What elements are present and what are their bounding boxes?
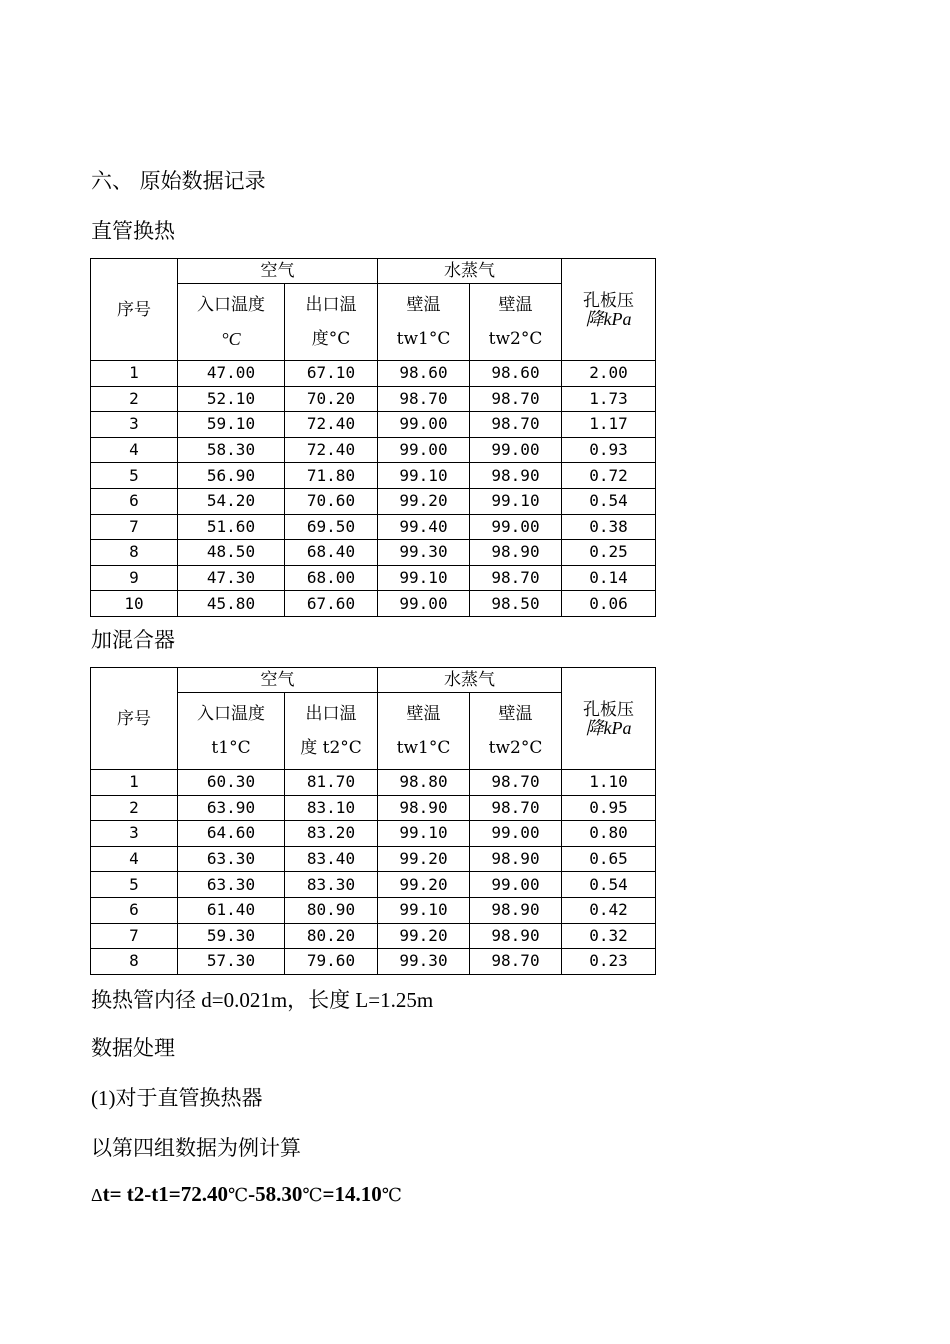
pressure-drop-cell: 2.00 <box>562 361 656 387</box>
formula-part-3: =14.10 <box>322 1182 382 1206</box>
outlet-temp-cell: 70.20 <box>285 386 378 412</box>
table-row <box>91 897 656 923</box>
outlet-temp-cell: 83.30 <box>285 872 378 898</box>
outlet-temp-cell: 67.10 <box>285 361 378 387</box>
outlet-temp-cell: 68.40 <box>285 540 378 566</box>
pressure-drop-cell: 0.65 <box>562 846 656 872</box>
index-cell: 5 <box>91 872 178 898</box>
section-heading: 六、 原始数据记录 <box>91 169 266 193</box>
wall-temp-1-cell: 99.20 <box>378 488 470 514</box>
wall-temp-1-cell: 99.10 <box>378 463 470 489</box>
wall-temp-2-cell: 98.70 <box>470 949 562 975</box>
wall-temp-1-cell: 98.80 <box>378 770 470 796</box>
header-wall-temp-2-line2: tw2°C <box>488 738 543 758</box>
straight-tube-table <box>90 258 656 617</box>
outlet-temp-cell: 83.20 <box>285 821 378 847</box>
celsius-unit-2: ℃ <box>302 1185 323 1205</box>
inlet-temp-cell: 63.30 <box>178 872 285 898</box>
wall-temp-1-cell: 99.20 <box>378 846 470 872</box>
pressure-drop-cell: 0.38 <box>562 514 656 540</box>
formula-part-1: t= t2-t1=72.40 <box>102 1182 228 1206</box>
wall-temp-2-cell: 99.00 <box>470 872 562 898</box>
wall-temp-2-cell: 99.00 <box>470 821 562 847</box>
table-row <box>91 361 656 387</box>
inlet-temp-cell: 54.20 <box>178 488 285 514</box>
table-row <box>91 923 656 949</box>
index-cell: 5 <box>91 463 178 489</box>
tube-dimensions: 换热管内径 d=0.021m，长度 L=1.25m <box>91 988 434 1012</box>
wall-temp-2-cell: 98.70 <box>470 386 562 412</box>
index-cell: 8 <box>91 540 178 566</box>
index-cell: 6 <box>91 488 178 514</box>
header-pressure-drop <box>562 668 656 770</box>
header-wall-temp-2-line1: 壁温 <box>498 295 533 315</box>
outlet-temp-cell: 80.20 <box>285 923 378 949</box>
header-wall-temp-1 <box>378 284 470 361</box>
inlet-temp-cell: 48.50 <box>178 540 285 566</box>
inlet-temp-cell: 58.30 <box>178 437 285 463</box>
header-wall-temp-1 <box>378 693 470 770</box>
header-wall-temp-2-line1: 壁温 <box>498 704 533 724</box>
outlet-temp-cell: 83.10 <box>285 795 378 821</box>
wall-temp-2-cell: 98.70 <box>470 795 562 821</box>
outlet-temp-cell: 67.60 <box>285 591 378 617</box>
inlet-temp-cell: 60.30 <box>178 770 285 796</box>
pressure-drop-cell: 0.80 <box>562 821 656 847</box>
index-cell: 2 <box>91 386 178 412</box>
header-pressure-drop-line1: 孔板压 <box>583 290 634 311</box>
header-air: 空气 <box>178 668 378 693</box>
pressure-drop-cell: 0.06 <box>562 591 656 617</box>
wall-temp-1-cell: 99.10 <box>378 565 470 591</box>
wall-temp-2-cell: 98.70 <box>470 770 562 796</box>
header-index: 序号 <box>91 668 178 770</box>
wall-temp-2-cell: 98.60 <box>470 361 562 387</box>
index-cell: 1 <box>91 770 178 796</box>
outlet-temp-cell: 70.60 <box>285 488 378 514</box>
index-cell: 10 <box>91 591 178 617</box>
wall-temp-2-cell: 98.90 <box>470 923 562 949</box>
delta-t-formula <box>91 1182 402 1207</box>
wall-temp-2-cell: 99.00 <box>470 437 562 463</box>
table-row <box>91 463 656 489</box>
header-air: 空气 <box>178 259 378 284</box>
header-inlet-temp-line1: 入口温度 <box>197 295 265 315</box>
wall-temp-2-cell: 98.90 <box>470 897 562 923</box>
index-cell: 4 <box>91 437 178 463</box>
pressure-drop-cell: 0.25 <box>562 540 656 566</box>
outlet-temp-cell: 80.90 <box>285 897 378 923</box>
wall-temp-1-cell: 99.00 <box>378 591 470 617</box>
inlet-temp-cell: 45.80 <box>178 591 285 617</box>
table-row <box>91 949 656 975</box>
index-cell: 4 <box>91 846 178 872</box>
pressure-drop-cell: 0.93 <box>562 437 656 463</box>
outlet-temp-cell: 83.40 <box>285 846 378 872</box>
index-cell: 3 <box>91 412 178 438</box>
mixer-title: 加混合器 <box>91 628 175 652</box>
table-row <box>91 488 656 514</box>
header-wall-temp-2 <box>470 284 562 361</box>
mixer-table <box>90 667 656 975</box>
wall-temp-2-cell: 98.90 <box>470 846 562 872</box>
wall-temp-1-cell: 99.40 <box>378 514 470 540</box>
outlet-temp-cell: 81.70 <box>285 770 378 796</box>
table-row <box>91 540 656 566</box>
wall-temp-1-cell: 99.30 <box>378 540 470 566</box>
pressure-drop-cell: 0.14 <box>562 565 656 591</box>
pressure-drop-cell: 0.72 <box>562 463 656 489</box>
table-row <box>91 412 656 438</box>
index-cell: 6 <box>91 897 178 923</box>
table-row <box>91 591 656 617</box>
header-inlet-temp-line2: °C <box>221 329 241 349</box>
header-outlet-temp-line2: 度°C <box>311 329 351 349</box>
inlet-temp-cell: 47.30 <box>178 565 285 591</box>
header-wall-temp-1-line2: tw1°C <box>396 329 451 349</box>
outlet-temp-cell: 79.60 <box>285 949 378 975</box>
outlet-temp-cell: 71.80 <box>285 463 378 489</box>
table-row <box>91 437 656 463</box>
header-outlet-temp-line1: 出口温 <box>305 704 357 724</box>
table-row <box>91 386 656 412</box>
wall-temp-1-cell: 99.20 <box>378 872 470 898</box>
header-index: 序号 <box>91 259 178 361</box>
pressure-drop-cell: 0.54 <box>562 872 656 898</box>
wall-temp-2-cell: 98.70 <box>470 565 562 591</box>
inlet-temp-cell: 63.90 <box>178 795 285 821</box>
index-cell: 3 <box>91 821 178 847</box>
index-cell: 9 <box>91 565 178 591</box>
table-row <box>91 821 656 847</box>
celsius-unit-3: ℃ <box>381 1185 402 1205</box>
index-cell: 7 <box>91 514 178 540</box>
table-row <box>91 514 656 540</box>
header-inlet-temp <box>178 693 285 770</box>
header-outlet-temp-line2: 度 t2°C <box>300 738 362 758</box>
straight-tube-title: 直管换热 <box>91 219 175 243</box>
wall-temp-2-cell: 99.00 <box>470 514 562 540</box>
table-row <box>91 846 656 872</box>
wall-temp-2-cell: 98.90 <box>470 540 562 566</box>
wall-temp-1-cell: 99.00 <box>378 437 470 463</box>
inlet-temp-cell: 59.10 <box>178 412 285 438</box>
header-inlet-temp-line2: t1°C <box>211 738 251 758</box>
example-note: 以第四组数据为例计算 <box>91 1136 301 1160</box>
pressure-drop-cell: 1.73 <box>562 386 656 412</box>
wall-temp-1-cell: 99.10 <box>378 897 470 923</box>
index-cell: 1 <box>91 361 178 387</box>
header-outlet-temp-line1: 出口温 <box>305 295 357 315</box>
header-outlet-temp <box>285 693 378 770</box>
outlet-temp-cell: 72.40 <box>285 412 378 438</box>
wall-temp-1-cell: 98.60 <box>378 361 470 387</box>
inlet-temp-cell: 56.90 <box>178 463 285 489</box>
header-pressure-drop-line1: 孔板压 <box>583 699 634 720</box>
wall-temp-1-cell: 99.00 <box>378 412 470 438</box>
outlet-temp-cell: 72.40 <box>285 437 378 463</box>
header-pressure-drop-line2: 降kPa <box>585 717 632 738</box>
pressure-drop-cell: 0.95 <box>562 795 656 821</box>
header-inlet-temp <box>178 284 285 361</box>
index-cell: 8 <box>91 949 178 975</box>
wall-temp-1-cell: 99.30 <box>378 949 470 975</box>
wall-temp-1-cell: 98.70 <box>378 386 470 412</box>
inlet-temp-cell: 63.30 <box>178 846 285 872</box>
wall-temp-1-cell: 99.20 <box>378 923 470 949</box>
pressure-drop-cell: 1.10 <box>562 770 656 796</box>
header-wall-temp-2 <box>470 693 562 770</box>
header-wall-temp-1-line2: tw1°C <box>396 738 451 758</box>
delta-symbol: Δ <box>91 1185 103 1205</box>
header-wall-temp-2-line2: tw2°C <box>488 329 543 349</box>
inlet-temp-cell: 61.40 <box>178 897 285 923</box>
pressure-drop-cell: 1.17 <box>562 412 656 438</box>
header-wall-temp-1-line1: 壁温 <box>406 704 441 724</box>
header-wall-temp-1-line1: 壁温 <box>406 295 441 315</box>
index-cell: 7 <box>91 923 178 949</box>
wall-temp-2-cell: 99.10 <box>470 488 562 514</box>
pressure-drop-cell: 0.42 <box>562 897 656 923</box>
pressure-drop-cell: 0.32 <box>562 923 656 949</box>
outlet-temp-cell: 68.00 <box>285 565 378 591</box>
wall-temp-2-cell: 98.50 <box>470 591 562 617</box>
header-pressure-drop-line2: 降kPa <box>585 308 632 329</box>
wall-temp-2-cell: 98.70 <box>470 412 562 438</box>
inlet-temp-cell: 57.30 <box>178 949 285 975</box>
wall-temp-1-cell: 98.90 <box>378 795 470 821</box>
index-cell: 2 <box>91 795 178 821</box>
inlet-temp-cell: 52.10 <box>178 386 285 412</box>
header-pressure-drop <box>562 259 656 361</box>
data-processing-heading: 数据处理 <box>91 1036 175 1060</box>
inlet-temp-cell: 59.30 <box>178 923 285 949</box>
table-row <box>91 565 656 591</box>
formula-part-2: -58.30 <box>248 1182 303 1206</box>
pressure-drop-cell: 0.54 <box>562 488 656 514</box>
pressure-drop-cell: 0.23 <box>562 949 656 975</box>
wall-temp-2-cell: 98.90 <box>470 463 562 489</box>
case-straight-tube: (1)对于直管换热器 <box>91 1086 263 1110</box>
celsius-unit-1: ℃ <box>227 1185 249 1205</box>
wall-temp-1-cell: 99.10 <box>378 821 470 847</box>
header-inlet-temp-line1: 入口温度 <box>197 704 265 724</box>
header-steam: 水蒸气 <box>378 259 562 284</box>
inlet-temp-cell: 51.60 <box>178 514 285 540</box>
header-outlet-temp <box>285 284 378 361</box>
table-row <box>91 872 656 898</box>
outlet-temp-cell: 69.50 <box>285 514 378 540</box>
header-steam: 水蒸气 <box>378 668 562 693</box>
inlet-temp-cell: 47.00 <box>178 361 285 387</box>
inlet-temp-cell: 64.60 <box>178 821 285 847</box>
table-row <box>91 795 656 821</box>
table-row <box>91 770 656 796</box>
